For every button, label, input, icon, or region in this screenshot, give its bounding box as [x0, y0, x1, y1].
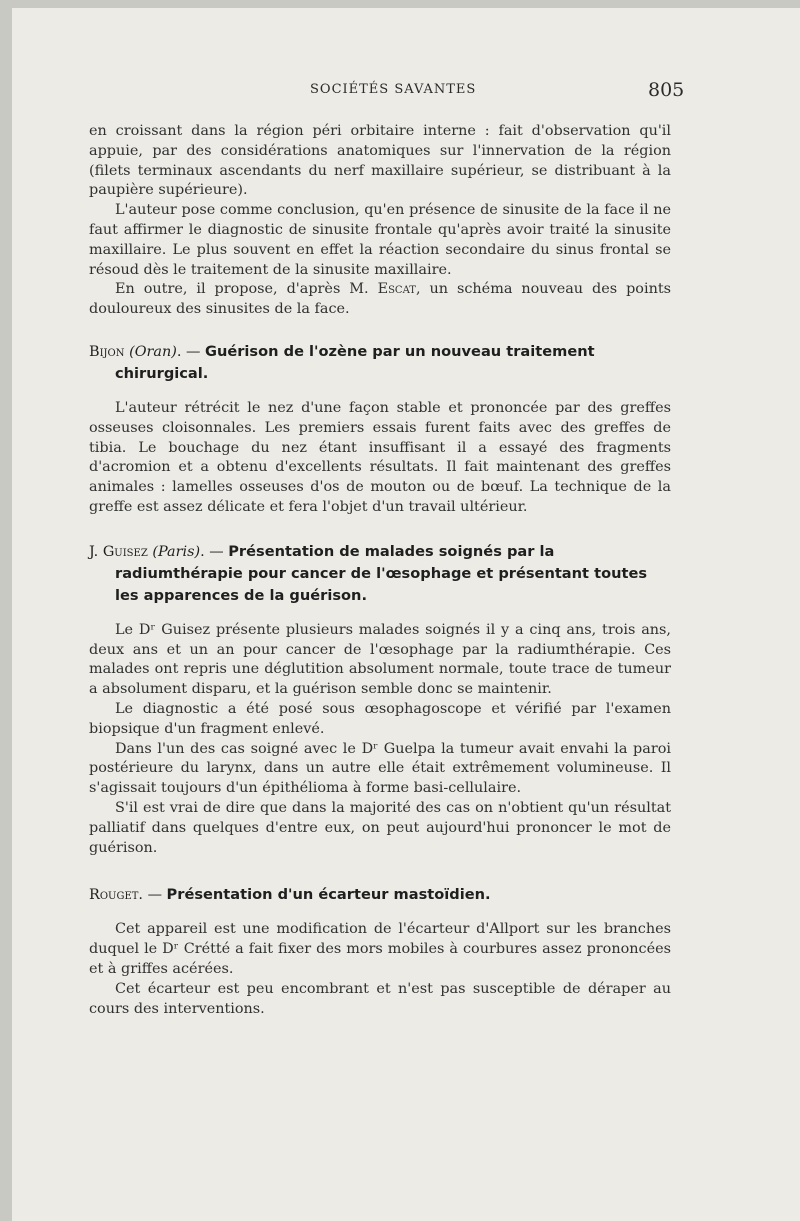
entry-dash: —	[209, 543, 224, 560]
intro-paragraph-3	[89, 280, 671, 320]
entry-paragraph: Le diagnostic a été posé sous œsophagoscope et vérifié par l'examen biopsique d'un fragment enlevé.	[89, 700, 671, 737]
entry-title: Présentation de malades soignés par la radiumthérapie pour cancer de l'œsophage et présentant toutes les apparences de la guérison.	[115, 542, 648, 604]
entry-heading: Bijon (Oran). — Guérison de l'ozène par un nouveau traitement chirurgical.	[89, 342, 595, 382]
entry-rouget	[89, 884, 671, 1019]
entry-bijon	[89, 341, 671, 518]
entry-location: Paris	[158, 543, 195, 560]
article-body	[89, 122, 671, 1019]
entry-dash: —	[186, 343, 201, 360]
entry-location: Oran	[134, 343, 172, 360]
entry-paragraph: Le Dʳ Guisez présente plusieurs malades soignés il y a cinq ans, trois ans, deux ans et un an pour cancer de l'œsophage par la radiumthérapie. Ces malades ont repris une déglutition absolument normale, toute trace de tumeur a absolument disparu, et la guérison semble donc se maintenir.	[89, 621, 671, 698]
intro-section	[89, 122, 671, 320]
intro-p3-before: En outre, il propose, d'après M.	[115, 281, 369, 298]
journal-page	[12, 8, 800, 1221]
cited-author-escat: Escat	[377, 281, 416, 298]
entry-author: Rouget	[89, 887, 139, 904]
running-header	[12, 80, 800, 104]
intro-paragraph-2: L'auteur pose comme conclusion, qu'en présence de sinusite de la face il ne faut affirmer le diagnostic de sinusite frontale qu'après avoir traité la sinusite maxillaire. Le plus souvent en effet la réaction secondaire du sinus frontal se résoud dès le traitement de la sinusite maxillaire.	[89, 202, 671, 278]
intro-paragraph-1: en croissant dans la région péri orbitaire interne : fait d'observation qu'il appuie, par des considérations anatomiques sur l'innervation de la région (filets terminaux ascendants du nerf maxillaire supérieur, se distribuant à la paupière supérieure).	[89, 123, 671, 199]
entry-author: Bijon	[89, 343, 125, 360]
running-title: SOCIÉTÉS SAVANTES	[310, 82, 477, 97]
entry-paragraph: Cet appareil est une modification de l'écarteur d'Allport sur les branches duquel le Dʳ Crétté a fait fixer des mors mobiles à courbures assez prononcées et à griffes acérées.	[89, 921, 671, 977]
entry-heading: Rouget. — Présentation d'un écarteur mastoïdien.	[89, 886, 491, 904]
entry-title: Guérison de l'ozène par un nouveau traitement chirurgical.	[115, 342, 595, 382]
entry-paragraph: L'auteur rétrécit le nez d'une façon stable et prononcée par des greffes osseuses cloisonnales. Les premiers essais furent faits avec des greffes de tibia. Le bouchage du nez étant insuffisant il a essayé des fragments d'acromion et a obtenu d'excellents résultats. Il fait maintenant des greffes animales : lamelles osseuses d'os de mouton ou de bœuf. La technique de la greffe est assez délicate et fera l'objet d'un travail ultérieur.	[89, 399, 671, 515]
entry-guisez	[89, 541, 671, 859]
entry-paragraph: Dans l'un des cas soigné avec le Dʳ Guelpa la tumeur avait envahi la paroi postérieure du larynx, dans un autre elle était extrêmement volumineuse. Il s'agissait toujours d'un épithélioma à forme basi-cellulaire.	[89, 740, 671, 797]
intro-p3-after: , un schéma nouveau des points douloureux des sinusites de la face.	[89, 281, 672, 318]
entry-heading: J. Guisez (Paris). — Présentation de malades soignés par la radiumthérapie pour cancer de l'œsophage et présentant toutes les apparences de la guérison.	[89, 542, 648, 604]
page-number: 805	[648, 79, 685, 101]
entry-author: Guisez	[102, 543, 148, 560]
entry-paragraph: S'il est vrai de dire que dans la majorité des cas on n'obtient qu'un résultat palliatif dans quelques d'entre eux, on peut aujourd'hui prononcer le mot de guérison.	[89, 799, 671, 856]
entry-dash: —	[147, 887, 162, 904]
entry-title: Présentation d'un écarteur mastoïdien.	[166, 886, 491, 904]
entry-paragraph: Cet écarteur est peu encombrant et n'est pas susceptible de déraper au cours des interventions.	[89, 980, 671, 1017]
entry-author-initial: J.	[89, 543, 99, 560]
